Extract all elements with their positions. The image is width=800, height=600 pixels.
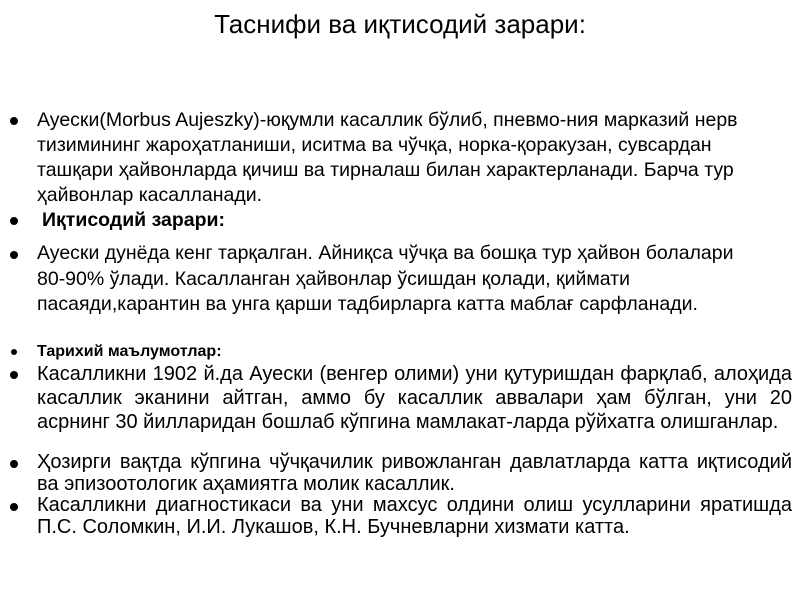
bullet-dot-icon (10, 117, 18, 125)
bullet-text: Ауески(Morbus Aujeszky)-юқумли касаллик бўлиб, пневмо-ния марказий нерв тизимининг жароҳатланиши, иситма ва чўчқа, норка-қоракузан, сувсардан ташқари ҳайвонларда қичиш ва тирналаш билан характерланади. Барча тур ҳайвонлар касалланади. (37, 109, 738, 206)
bullet-dot-icon (10, 217, 18, 225)
section-heading: Иқтисодий зарари: (42, 209, 226, 231)
bullet-dot-icon (10, 251, 18, 259)
bullet-text: Касалликни диагностикаси ва уни махсус олдини олиш усулларини яратишда П.С. Соломкин, И.И. Лукашов, К.Н. Бучневларни хизмати катта. (37, 494, 792, 538)
bullet-text: Ҳозирги вақтда кўпгина чўчқачилик ривожланган давлатларда катта иқтисодий ва эпизоотологик аҳамиятга молик касаллик. (37, 451, 792, 495)
section-heading: Тарихий маълумотлар: (37, 343, 222, 360)
bullet-dot-icon (10, 371, 18, 379)
slide-title: Таснифи ва иқтисодий зарари: (214, 9, 586, 39)
bullet-dot-icon (10, 503, 18, 511)
bullet-dot-icon (10, 460, 18, 468)
bullet-dot-icon (11, 349, 17, 355)
bullet-text: Касалликни 1902 й.да Ауески (венгер олими) уни қутуришдан фарқлаб, алоҳида касаллик эканини айтган, аммо бу касаллик аввалари ҳам бўлган, уни 20 асрнинг 30 йилларидан бошлаб кўпгина мамлакат-ларда рўйхатга олишганлар. (37, 363, 792, 433)
bullet-text: Ауески дунёда кенг тарқалган. Айниқса чўчқа ва бошқа тур ҳайвон болалари 80-90% ўлади. Касалланган ҳайвонлар ўсишдан қолади, қиймати пасаяди,карантин ва унга қарши тадбирларга катта маблағ сарфланади. (37, 242, 734, 315)
